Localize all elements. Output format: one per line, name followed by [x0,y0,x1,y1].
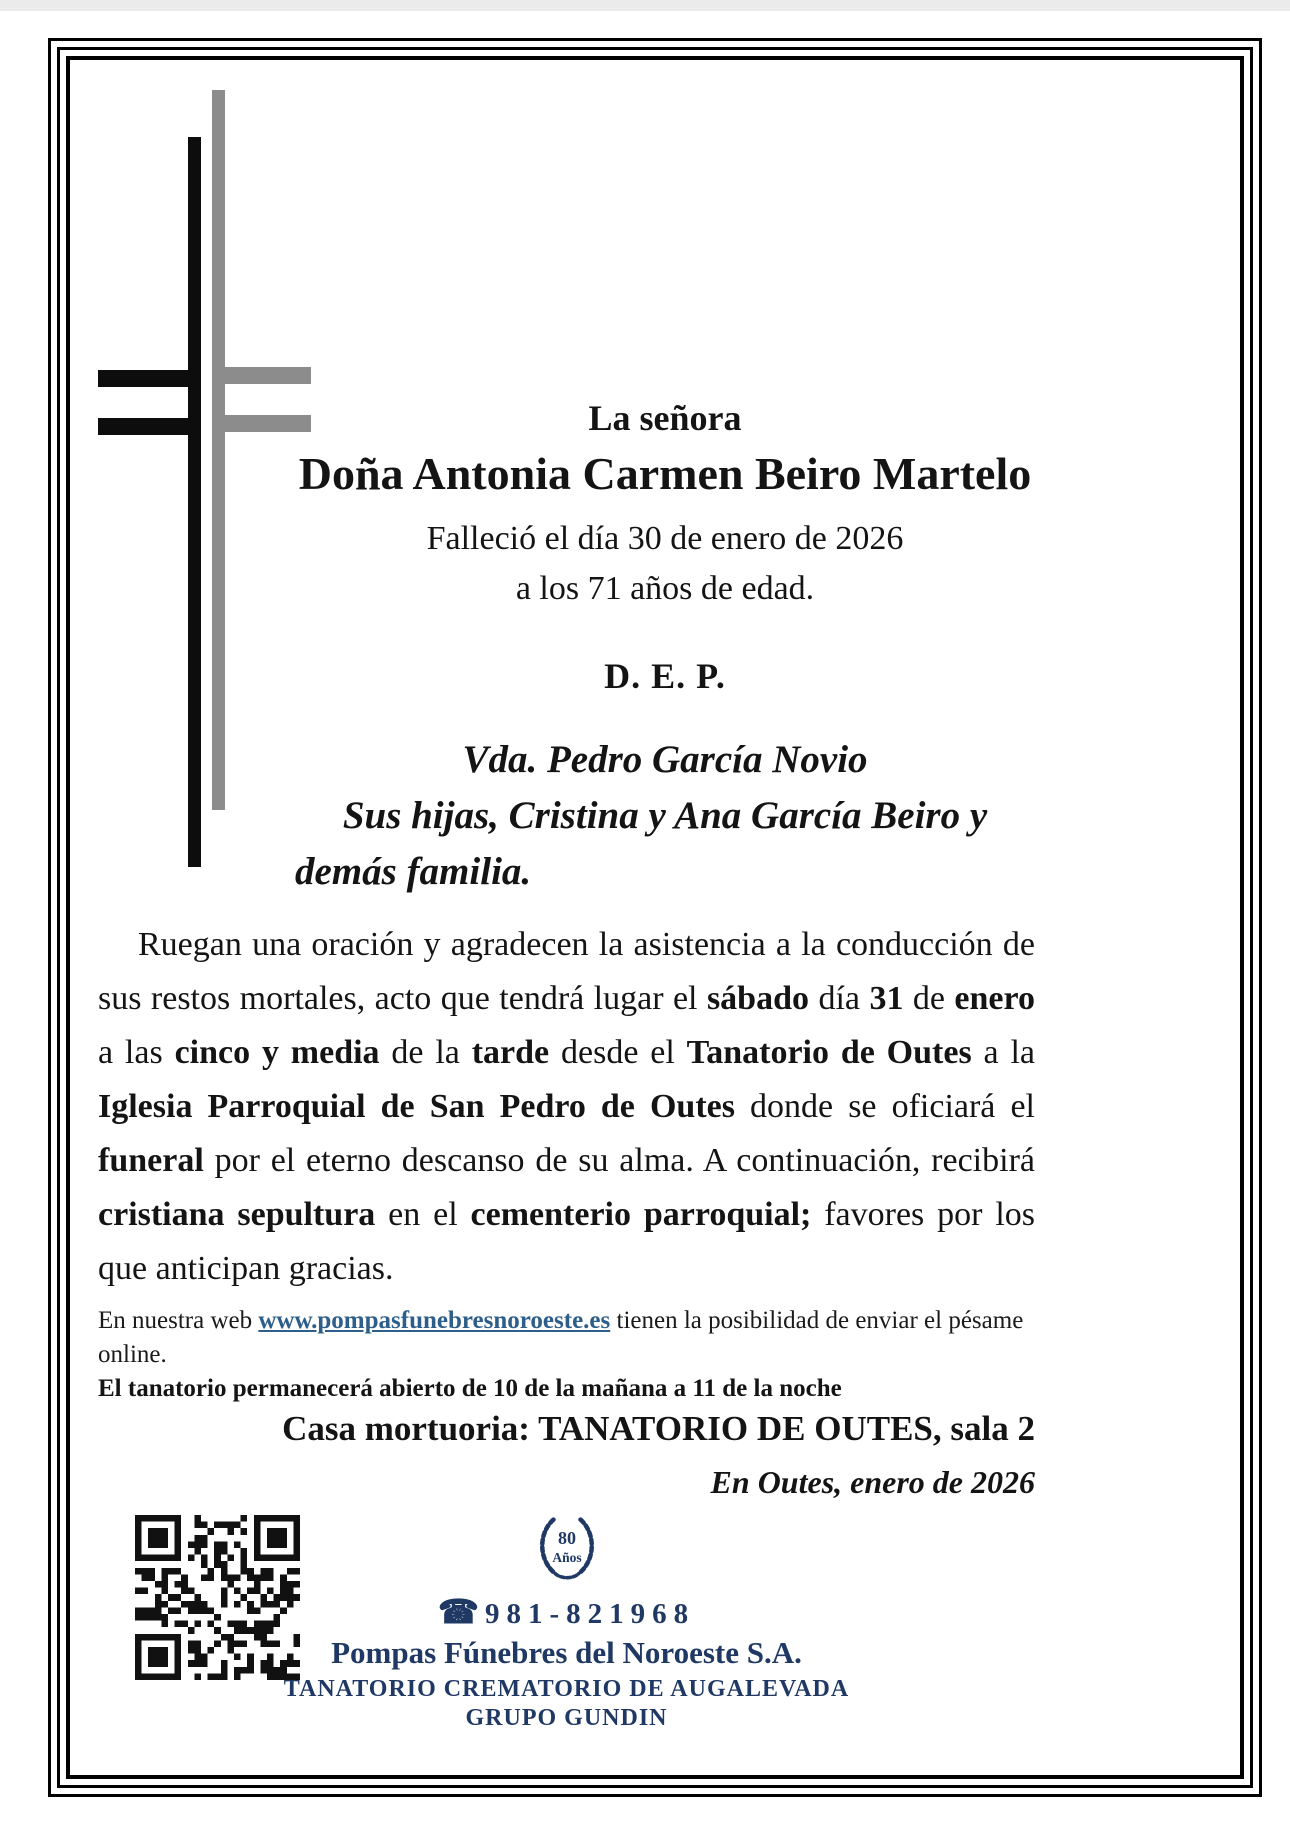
web-line-prefix: En nuestra web [98,1307,259,1334]
laurel-wreath-icon [531,1513,603,1591]
family-line-daughters: Sus hijas, Cristina y Ana García Beiro y [342,794,988,837]
phone-icon: ☎ [437,1595,479,1631]
wreath-right-branch [578,1520,591,1574]
web-line-suffix: tienen la posibilidad de enviar el pésame online. [98,1307,1024,1368]
group-name: GRUPO GUNDIN [465,1705,668,1731]
death-date-line: Falleció el día 30 de enero de 2026 [426,520,904,557]
funeral-home-block [98,1513,1035,1733]
heading-block [295,396,1035,698]
condolences-link[interactable]: www.pompasfunebresnoroeste.es [258,1307,611,1334]
anniversary-number: 80 [557,1527,576,1548]
screenshot-top-strip [0,0,1290,11]
footer-row [98,1513,1035,1738]
body-paragraph: Ruegan una oración y agradecen la asistencia a la conducción de sus restos mortales, acto que tendrá lugar el sábado día 31 de enero a las cinco y media de la tarde desde el Tanatorio de Outes a la Iglesia Parroquial de San Pedro de Outes donde se oficiará el funeral por el eterno descanso de su alma. A continuación, recibirá cristiana sepultura en el cementerio parroquial; favores por los que anticipan gracias. [98,926,1036,1287]
salutation: La señora [588,398,742,438]
facility-name: TANATORIO CREMATORIO DE AUGALEVADA [283,1676,850,1702]
age-line: a los 71 años de edad. [515,570,815,607]
rip-abbreviation: D. E. P. [604,656,726,696]
wreath-left-branch [542,1520,555,1574]
phone-line [98,1593,1035,1634]
family-line-widow: Vda. Pedro García Novio [462,738,868,781]
anniversary-word: Años [551,1549,582,1565]
mortuary-line: Casa mortuoria: TANATORIO DE OUTES, sala 2 [282,1409,1035,1448]
web-condolences-line [98,1304,1035,1372]
opening-hours-line: El tanatorio permanecerá abierto de 10 de la mañana a 11 de la noche [98,1375,842,1402]
wreath-base [555,1574,578,1578]
deceased-name: Doña Antonia Carmen Beiro Martelo [298,448,1032,499]
family-line-rest: demás familia. [295,850,532,893]
company-name: Pompas Fúnebres del Noroeste S.A. [331,1635,802,1670]
phone-number: 981-821968 [484,1598,696,1630]
place-date-line: En Outes, enero de 2026 [710,1464,1035,1500]
family-block [295,732,1035,900]
notice-content [70,60,1240,1773]
